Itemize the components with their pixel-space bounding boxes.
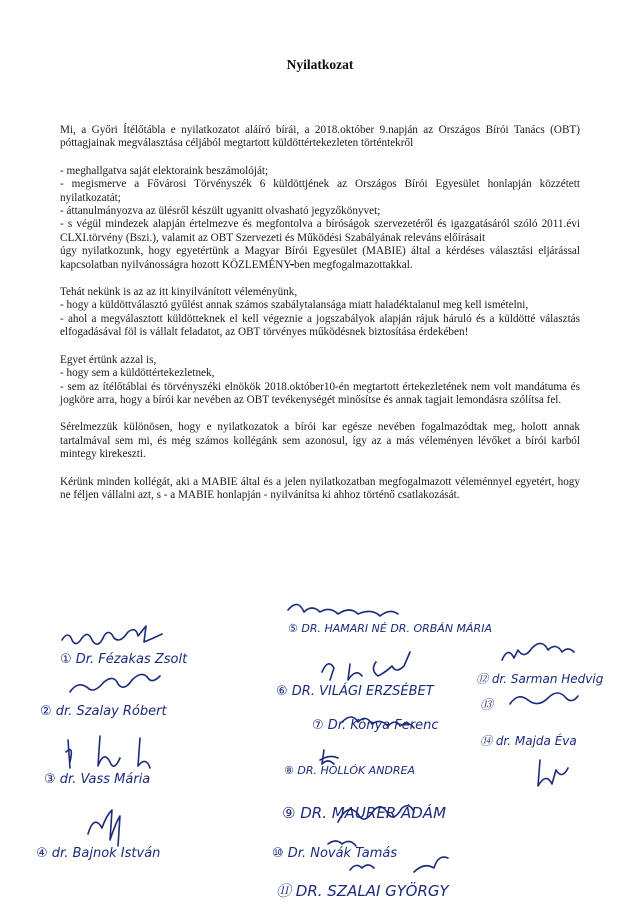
signature-label: ⑬: [480, 698, 494, 713]
request-paragraph: Kérünk minden kollégát, aki a MABIE által és a jelen nyilatkozatban megfogalmazott véleménnyel egyetért, hogy ne féljen vállalni azt, s - a MABIE honlapján - nyilvánítsa ki ahhoz történő csatlakozását.: [60, 475, 580, 501]
document-title: Nyilatkozat: [286, 57, 354, 72]
signature-area: [0, 600, 640, 905]
findings-list: [60, 165, 580, 272]
list-item: - meghallgatva saját elektoraink beszámolóját;: [60, 164, 269, 177]
list-item: - megismerve a Fővárosi Törvényszék 6 küldöttjének az Országos Bírói Egyesület honlapján közzétett nyilatkozatát;: [60, 178, 580, 204]
objection-paragraph: Sérelmezzük különösen, hogy e nyilatkozatok a bírói kar egésze nevében fogalmazódtak meg, holott annak tartalmával sem mi, és még számos kollégánk sem azonosul, így az a más véleményen lévőket a bírói karból mintegy kirekeszti.: [60, 421, 580, 461]
opinion-item: - ahol a megválasztott küldötteknek el kell végeznie a jogszabályok alapján rájuk háruló és a küldötté választás elfogadásával föl is vállalt feladatot, az OBT törvényes működésnek biztosítása érdekében!: [60, 312, 580, 339]
struck-character: -: [290, 258, 294, 271]
list-item: - s végül mindezek alapján értelmezve és megfontolva a bíróságok szervezetéről és igazgatásáról szóló 2011.évi CLXI.törvény (Bszi.), valamit az OBT Szervezeti és Működési Szabályának releváns előírásait: [60, 218, 580, 244]
signature-label: ⑦ Dr. Kónya Ferenc: [312, 718, 439, 733]
agreement-heading: Egyet értünk azzal is,: [60, 353, 157, 366]
signature-label: ① Dr. Fézakas Zsolt: [60, 652, 188, 667]
opinion-section: [60, 286, 580, 340]
signature-label: ③ dr. Vass Mária: [44, 772, 151, 787]
statement-line: [60, 245, 580, 272]
opinion-heading: Tehát nekünk is az az itt kinyilvánított véleményünk,: [60, 286, 298, 299]
signature-label: ⑫ dr. Sarman Hedvig: [476, 672, 604, 686]
list-item: - áttanulmányozva az ülésről készült ugyanitt olvasható jegyzőkönyvet;: [60, 205, 381, 218]
statement-text: úgy nyilatkozunk, hogy egyetértünk a Magyar Bírói Egyesület (MABIE) által a kérdéses választási eljárással kapcsolatban nyilvánosságra hozott KÖZLEMÉNY: [60, 245, 580, 271]
agreement-section: [60, 354, 580, 408]
signature-label: ⑤ DR. HAMARI NÉ DR. ORBÁN MÁRIA: [288, 622, 492, 635]
signature-label: ⑥ DR. VILÁGI ERZSÉBET: [276, 684, 434, 699]
opinion-item: - hogy a küldöttválasztó gyűlést annak számos szabálytalansága miatt haladéktalanul meg kell ismételni,: [60, 299, 529, 312]
signature-label: ⑧ DR. HOLLÓK ANDREA: [284, 764, 416, 777]
signature-label: ② dr. Szalay Róbert: [40, 704, 167, 719]
document-body: [60, 124, 580, 516]
signature-label: ⑩ Dr. Novák Tamás: [272, 846, 398, 861]
signature-label: ⑨ DR. MAURER ÁDÁM: [282, 804, 447, 822]
statement-suffix: ben megfogalmazottakkal.: [293, 258, 413, 271]
agreement-item: - hogy sem a küldöttértekezletnek,: [60, 367, 215, 380]
signature-label: ④ dr. Bajnok István: [36, 846, 161, 861]
signature-label: ⑭ dr. Majda Éva: [480, 734, 577, 748]
intro-paragraph: Mi, a Győri Ítélőtábla e nyilatkozatot aláíró bírái, a 2018.október 9.napján az Országos Bírói Tanács (OBT) póttagjainak megválasztása céljából megtartott küldöttértekezleten történtekről: [60, 124, 580, 150]
agreement-item: - sem az ítélőtáblai és törvényszéki elnökök 2018.október10-én megtartott értekezletének nem volt mandátuma és jogköre arra, hogy a bírói kar nevében az OBT tevékenységét minősítse és annak tagjait lemondásra szólítsa fel.: [60, 380, 580, 406]
signature-label: ⑪ DR. SZALAI GYÖRGY: [276, 882, 449, 900]
